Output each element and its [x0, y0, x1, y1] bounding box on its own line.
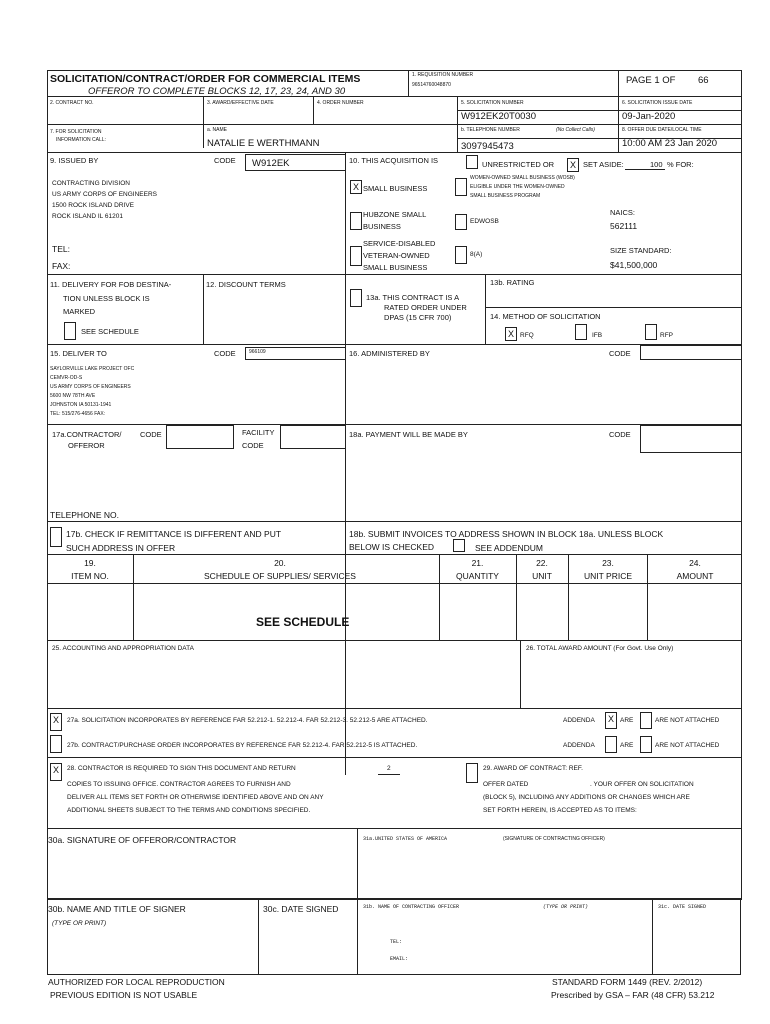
addenda-a-not-checkbox[interactable]	[640, 712, 652, 729]
submit-invoices-label-1: 18b. SUBMIT INVOICES TO ADDRESS SHOWN IN BLOCK 18a. UNLESS BLOCK	[349, 529, 664, 539]
ifb-label: IFB	[592, 332, 603, 339]
date-signed-label: 30c. DATE SIGNED	[263, 904, 339, 914]
co-tel: TEL:	[390, 939, 403, 945]
offer-due-label: 8. OFFER DUE DATE/LOCAL TIME	[622, 127, 702, 133]
wosb-checkbox[interactable]	[455, 178, 467, 196]
hubzone-checkbox[interactable]	[350, 212, 362, 230]
delivery-fob-label-3: MARKED	[63, 307, 96, 316]
deliver-address-2: CEMVR-OD-S	[50, 375, 83, 381]
contractor-sign-checkbox[interactable]: X	[50, 763, 62, 781]
ifb-checkbox[interactable]	[575, 324, 587, 340]
award-date-label: 3. AWARD/EFFECTIVE DATE	[207, 100, 274, 106]
eight-a-checkbox[interactable]	[455, 246, 467, 264]
page-label: PAGE 1 OF	[626, 75, 676, 86]
addenda-b-are-checkbox[interactable]	[605, 736, 617, 753]
addenda-b-not-label: ARE NOT ATTACHED	[655, 742, 720, 749]
solicitation-number-label: 5. SOLICITATION NUMBER	[461, 100, 524, 106]
issued-tel: TEL:	[52, 244, 70, 254]
addenda-a-label: ADDENDA	[563, 717, 595, 724]
see-schedule-text: SEE SCHEDULE	[256, 615, 350, 629]
order-number-label: 4. ORDER NUMBER	[317, 100, 364, 106]
deliver-code-label: CODE	[214, 349, 236, 358]
deliver-address-1: SAYLORVILLE LAKE PROJECT OFC	[50, 366, 135, 372]
contractor-label-2: OFFEROR	[68, 441, 105, 450]
info-call-label: 7. FOR SOLICITATION	[50, 129, 102, 135]
discount-terms-label: 12. DISCOUNT TERMS	[206, 280, 286, 289]
rated-order-label-2: RATED ORDER UNDER	[384, 303, 467, 312]
administered-by-label: 16. ADMINISTERED BY	[349, 349, 430, 358]
issued-fax: FAX:	[52, 261, 71, 271]
co-email: EMAIL:	[390, 956, 409, 962]
name-label: a. NAME	[207, 127, 228, 133]
size-standard-label: SIZE STANDARD:	[610, 246, 672, 255]
award-line-1: 29. AWARD OF CONTRACT: REF.	[483, 765, 583, 772]
signer-name-label: 30b. NAME AND TITLE OF SIGNER	[48, 904, 186, 914]
small-business-checkbox[interactable]: X	[350, 180, 362, 194]
accounting-label: 25. ACCOUNTING AND APPROPRIATION DATA	[52, 645, 194, 652]
administered-code-label: CODE	[609, 349, 631, 358]
hubzone-label-2: BUSINESS	[363, 222, 401, 231]
contractor-code-box[interactable]	[166, 425, 234, 449]
page-total: 66	[698, 75, 709, 86]
clause-27b-text: 27b. CONTRACT/PURCHASE ORDER INCORPORATES BY REFERENCE FAR 52.212-4. FAR 52.212-5 IS ATTACHED.	[67, 742, 418, 749]
addenda-a-are-checkbox[interactable]: X	[605, 712, 617, 729]
set-aside-checkbox[interactable]: X	[567, 158, 579, 172]
delivery-fob-label-2: TION UNLESS BLOCK IS	[63, 294, 150, 303]
footer-left-2: PREVIOUS EDITION IS NOT USABLE	[50, 990, 198, 1000]
remittance-label-1: 17b. CHECK IF REMITTANCE IS DIFFERENT AND PUT	[66, 529, 282, 539]
acquisition-label: 10. THIS ACQUISITION IS	[349, 156, 439, 165]
set-aside-for: % FOR:	[667, 160, 694, 169]
method-label: 14. METHOD OF SOLICITATION	[490, 312, 601, 321]
unit-header: UNIT	[532, 571, 552, 581]
co-date-signed-label: 31c. DATE SIGNED	[658, 904, 707, 910]
signer-type-print: (TYPE OR PRINT)	[52, 920, 107, 927]
rated-order-label-3: DPAS (15 CFR 700)	[384, 313, 452, 322]
info-call-label-2: INFORMATION CALL:	[56, 137, 106, 143]
rfq-checkbox[interactable]: X	[505, 327, 517, 341]
contractor-sign-line-4: ADDITIONAL SHEETS SUBJECT TO THE TERMS AND CONDITIONS SPECIFIED.	[67, 807, 311, 814]
see-schedule-label: SEE SCHEDULE	[81, 327, 139, 336]
unrestricted-checkbox[interactable]	[466, 155, 478, 169]
footer-right-2: Prescribed by GSA – FAR (48 CFR) 53.212	[551, 990, 715, 1000]
payment-code-label: CODE	[609, 430, 631, 439]
contractor-label-1: 17a.CONTRACTOR/	[52, 430, 122, 439]
requisition-label: 1. REQUISITION NUMBER	[412, 72, 474, 78]
award-line-2b: . YOUR OFFER ON SOLICITATION	[590, 781, 694, 788]
set-aside-label: SET ASIDE:	[583, 160, 624, 169]
issued-by-label: 9. ISSUED BY	[50, 156, 99, 165]
co-signature-label: (SIGNATURE OF CONTRACTING OFFICER)	[503, 836, 605, 842]
award-checkbox[interactable]	[466, 763, 478, 783]
issued-address-3: 1500 ROCK ISLAND DRIVE	[52, 202, 135, 209]
telephone-label: TELEPHONE NO.	[50, 510, 119, 520]
addenda-b-not-checkbox[interactable]	[640, 736, 652, 753]
rfq-label: RFQ	[520, 332, 534, 339]
form-subtitle: OFFEROR TO COMPLETE BLOCKS 12, 17, 23, 24, AND 30	[88, 86, 346, 97]
small-business-label: SMALL BUSINESS	[363, 184, 428, 193]
phone-note: (No Collect Calls)	[556, 127, 595, 133]
rated-order-label-1: 13a. THIS CONTRACT IS A	[366, 293, 460, 302]
quantity-header: QUANTITY	[456, 571, 499, 581]
issue-date-label: 6. SOLICITATION ISSUE DATE	[622, 100, 693, 106]
award-line-4: SET FORTH HEREIN, IS ACCEPTED AS TO ITEMS:	[483, 807, 637, 814]
sdvosb-checkbox[interactable]	[350, 246, 362, 266]
payment-label: 18a. PAYMENT WILL BE MADE BY	[349, 430, 468, 439]
clause-27a-checkbox[interactable]: X	[50, 713, 62, 731]
administered-code-box	[640, 345, 742, 360]
offeror-signature-label: 30a. SIGNATURE OF OFFEROR/CONTRACTOR	[48, 835, 237, 845]
amount-header: AMOUNT	[676, 571, 714, 581]
issued-code-label: CODE	[214, 156, 236, 165]
contractor-sign-line-1: 28. CONTRACTOR IS REQUIRED TO SIGN THIS DOCUMENT AND RETURN	[67, 765, 296, 772]
sdvosb-label-3: SMALL BUSINESS	[363, 263, 428, 272]
edwosb-label: EDWOSB	[470, 218, 499, 225]
form-title: SOLICITATION/CONTRACT/ORDER FOR COMMERCIAL ITEMS	[50, 73, 361, 85]
addenda-b-are-label: ARE	[620, 742, 634, 749]
quantity-num: 21.	[471, 558, 484, 568]
wosb-label-1: WOMEN-OWNED SMALL BUSINESS (WOSB)	[470, 175, 575, 181]
contract-no-label: 2. CONTRACT NO.	[50, 100, 94, 106]
total-award-label: 26. TOTAL AWARD AMOUNT (For Govt. Use Only)	[526, 645, 674, 652]
rated-order-checkbox[interactable]	[350, 289, 362, 307]
co-type-print: (TYPE OR PRINT)	[543, 904, 589, 910]
item-no-num: 19.	[84, 558, 96, 568]
deliver-address-5: JOHNSTON IA 50131-1941	[50, 402, 112, 408]
contact-name: NATALIE E WERTHMANN	[207, 138, 320, 149]
contractor-sign-line-3: DELIVER ALL ITEMS SET FORTH OR OTHERWISE IDENTIFIED ABOVE AND ON ANY	[67, 794, 324, 801]
see-addendum-checkbox[interactable]	[453, 539, 465, 552]
rfp-checkbox[interactable]	[645, 324, 657, 340]
footer-left-1: AUTHORIZED FOR LOCAL REPRODUCTION	[48, 977, 225, 987]
contractor-sign-line-2: COPIES TO ISSUING OFFICE. CONTRACTOR AGREES TO FURNISH AND	[67, 781, 291, 788]
usa-label: 31a.UNITED STATES OF AMERICA	[363, 836, 448, 842]
contractor-code-label: CODE	[140, 430, 162, 439]
clause-27b-checkbox[interactable]	[50, 735, 62, 753]
amount-num: 24.	[689, 558, 701, 568]
addenda-b-label: ADDENDA	[563, 742, 595, 749]
facility-label-2: CODE	[242, 441, 264, 450]
issued-code: W912EK	[252, 158, 290, 169]
item-no-header: ITEM NO.	[71, 571, 109, 581]
schedule-num: 20.	[274, 558, 286, 568]
requisition-number: 96514760048870	[412, 82, 451, 88]
unit-num: 22.	[536, 558, 548, 568]
clause-27a-text: 27a. SOLICITATION INCORPORATES BY REFERENCE FAR 52.212-1. 52.212-4. FAR 52.212-3. 52.212-5 ARE ATTACHED.	[67, 717, 428, 724]
deliver-to-label: 15. DELIVER TO	[50, 349, 107, 358]
phone-label: b. TELEPHONE NUMBER	[461, 127, 520, 133]
phone-number: 3097945473	[461, 141, 514, 152]
copies-number: 2	[387, 765, 391, 772]
facility-label-1: FACILITY	[242, 428, 275, 437]
rating-label: 13b. RATING	[490, 278, 535, 287]
naics-value: 562111	[610, 221, 638, 231]
addenda-a-not-label: ARE NOT ATTACHED	[655, 717, 720, 724]
unrestricted-label: UNRESTRICTED OR	[482, 160, 555, 169]
see-addendum-label: SEE ADDENDUM	[475, 543, 544, 553]
facility-code-box[interactable]	[280, 425, 346, 449]
award-line-2: OFFER DATED	[483, 781, 529, 788]
size-standard-value: $41,500,000	[610, 260, 658, 270]
sdvosb-label-1: SERVICE-DISABLED	[363, 239, 436, 248]
schedule-header: SCHEDULE OF SUPPLIES/ SERVICES	[204, 571, 356, 581]
edwosb-checkbox[interactable]	[455, 214, 467, 230]
delivery-fob-label-1: 11. DELIVERY FOR FOB DESTINA-	[50, 280, 172, 289]
issue-date: 09-Jan-2020	[622, 111, 676, 122]
sdvosb-label-2: VETERAN-OWNED	[363, 251, 430, 260]
naics-label: NAICS:	[610, 208, 636, 217]
unit-price-num: 23.	[602, 558, 614, 568]
see-schedule-checkbox[interactable]	[64, 322, 76, 340]
submit-invoices-label-2: BELOW IS CHECKED	[349, 542, 435, 552]
addenda-a-are-label: ARE	[620, 717, 634, 724]
solicitation-number: W912EK20T0030	[461, 111, 536, 122]
offer-due-date: 10:00 AM 23 Jan 2020	[622, 138, 718, 149]
set-aside-percent: 100	[650, 160, 663, 169]
issued-address-2: US ARMY CORPS OF ENGINEERS	[52, 191, 157, 198]
deliver-address-3: US ARMY CORPS OF ENGINEERS	[50, 384, 131, 390]
unit-price-header: UNIT PRICE	[583, 571, 633, 581]
issued-address-1: CONTRACTING DIVISION	[52, 180, 131, 187]
co-name-label: 31b. NAME OF CONTRACTING OFFICER	[363, 904, 460, 910]
eight-a-label: 8(A)	[470, 251, 483, 258]
hubzone-label-1: HUBZONE SMALL	[363, 210, 427, 219]
deliver-address-6: TEL: 515/276-4656 FAX:	[50, 411, 106, 417]
remittance-label-2: SUCH ADDRESS IN OFFER	[66, 543, 176, 553]
wosb-label-2: ELIGIBLE UNDER THE WOMEN-OWNED	[470, 184, 565, 190]
deliver-code: 966109	[249, 349, 266, 355]
deliver-address-4: 5600 NW 78TH AVE	[50, 393, 96, 399]
issued-address-4: ROCK ISLAND IL 61201	[52, 213, 123, 220]
award-line-3: (BLOCK 5), INCLUDING ANY ADDITIONS OR CHANGES WHICH ARE	[483, 794, 690, 801]
payment-code-box	[640, 425, 742, 453]
wosb-label-3: SMALL BUSINESS PROGRAM	[470, 193, 541, 199]
footer-right-1: STANDARD FORM 1449 (REV. 2/2012)	[552, 977, 703, 987]
remittance-checkbox[interactable]	[50, 527, 62, 547]
rfp-label: RFP	[660, 332, 673, 339]
